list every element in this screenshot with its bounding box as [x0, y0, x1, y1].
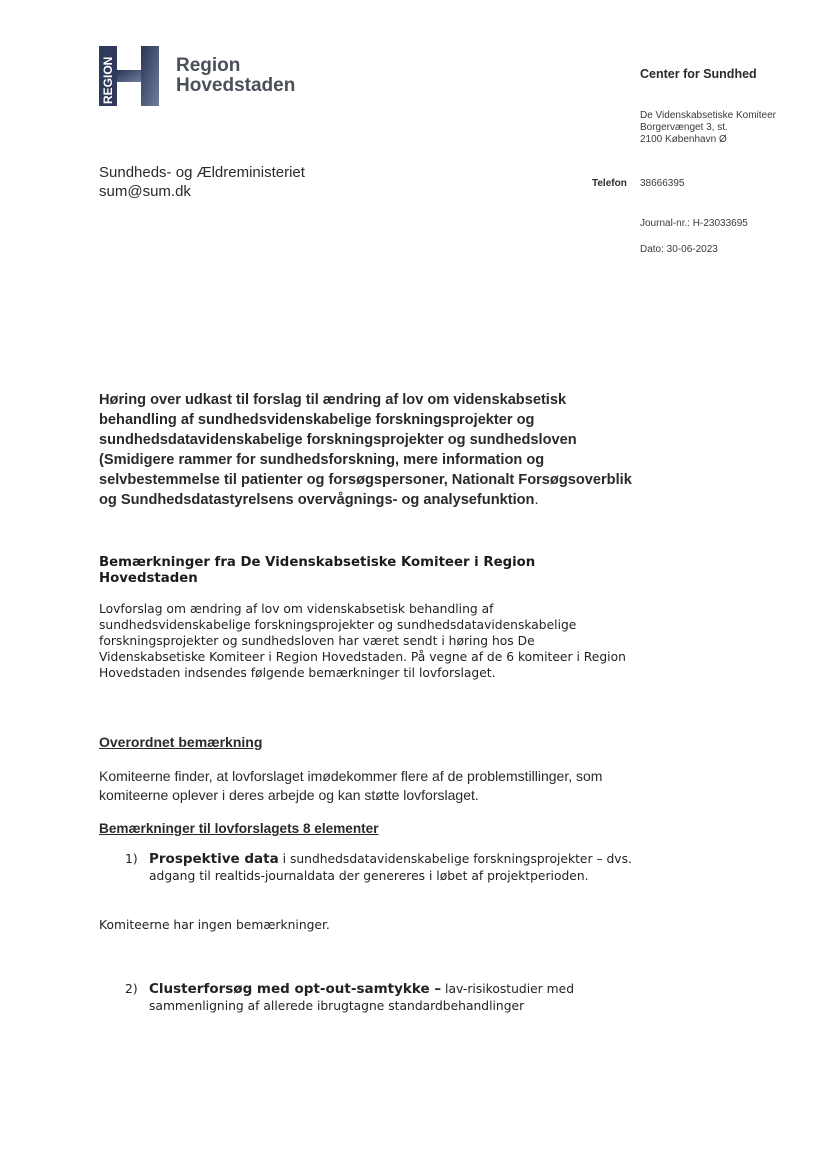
sender-address [640, 110, 776, 146]
no-comments-text: Komiteerne har ingen bemærkninger. [99, 918, 330, 932]
phone-label: Telefon [592, 178, 627, 189]
list-item-body [149, 851, 637, 884]
logo-wordmark [176, 56, 295, 96]
hearing-title-tail: . [534, 492, 539, 508]
address-line: De Videnskabsetiske Komiteer [640, 110, 776, 121]
recipient-email: sum@sum.dk [99, 183, 191, 200]
list-item-lead: Clusterforsøg med opt-out-samtykke – [149, 981, 442, 997]
logo-mark-text: REGION [101, 56, 115, 104]
address-line: Borgervænget 3, st. [640, 122, 728, 133]
region-hovedstaden-logo-mark [99, 46, 159, 106]
elements-heading: Bemærkninger til lovforslagets 8 elementer [99, 821, 379, 836]
logo-line-2: Hovedstaden [176, 75, 296, 96]
list-item-text: lav-risikostudier med sammenligning af allerede ibrugtagne standardbehandlinger [149, 982, 574, 1013]
recipient-name: Sundheds- og Ældreministeriet [99, 164, 305, 181]
list-item-number: 2) [125, 982, 138, 996]
hearing-title-bold: Høring over udkast til forslag til ændring af lov om videnskabsetisk behandling af sundhedsvidenskabelige forskningsprojekter og sundhedsdatavidenskabelige forskningsprojekter og sundhedsloven (Smidigere rammer for sundhedsforskning, mere information og selvbestemmelse til patienter og forsøgspersoner, Nationalt Forsøgsoverblik og Sundhedsdatastyrelsens overvågnings- og analysefunktion [99, 392, 632, 508]
logo-line-1: Region [176, 55, 241, 76]
journal-number: Journal-nr.: H-23033695 [640, 218, 748, 229]
overall-remark-heading: Overordnet bemærkning [99, 734, 263, 750]
letter-date: Dato: 30-06-2023 [640, 244, 718, 255]
list-item-body [149, 981, 637, 1014]
section-title: Bemærkninger fra De Videnskabsetiske Komiteer i Region Hovedstaden [99, 555, 536, 586]
hearing-title [99, 390, 634, 510]
phone-number: 38666395 [640, 178, 685, 189]
list-item-lead: Prospektive data [149, 851, 279, 867]
section-intro: Lovforslag om ændring af lov om videnskabsetisk behandling af sundhedsvidenskabelige forskningsprojekter og sundhedsdatavidenskabelige forskningsprojekter og sundhedsloven har været sendt i høring hos De Videnskabsetiske Komiteer i Region Hovedstaden. På vegne af de 6 komiteer i Region Hovedstaden indsendes følgende bemærkninger til lovforslaget. [99, 602, 626, 680]
list-item-text: i sundhedsdatavidenskabelige forskningsprojekter – dvs. adgang til realtids-journaldata der genereres i løbet af projektperioden. [149, 852, 632, 883]
overall-remark-text: Komiteerne finder, at lovforslaget imødekommer flere af de problemstillinger, som komiteerne oplever i deres arbejde og kan støtte lovforslaget. [99, 768, 603, 803]
recipient-block [99, 163, 305, 201]
address-line: 2100 København Ø [640, 134, 727, 145]
list-item-number: 1) [125, 852, 138, 866]
sender-unit: Center for Sundhed [640, 67, 757, 81]
